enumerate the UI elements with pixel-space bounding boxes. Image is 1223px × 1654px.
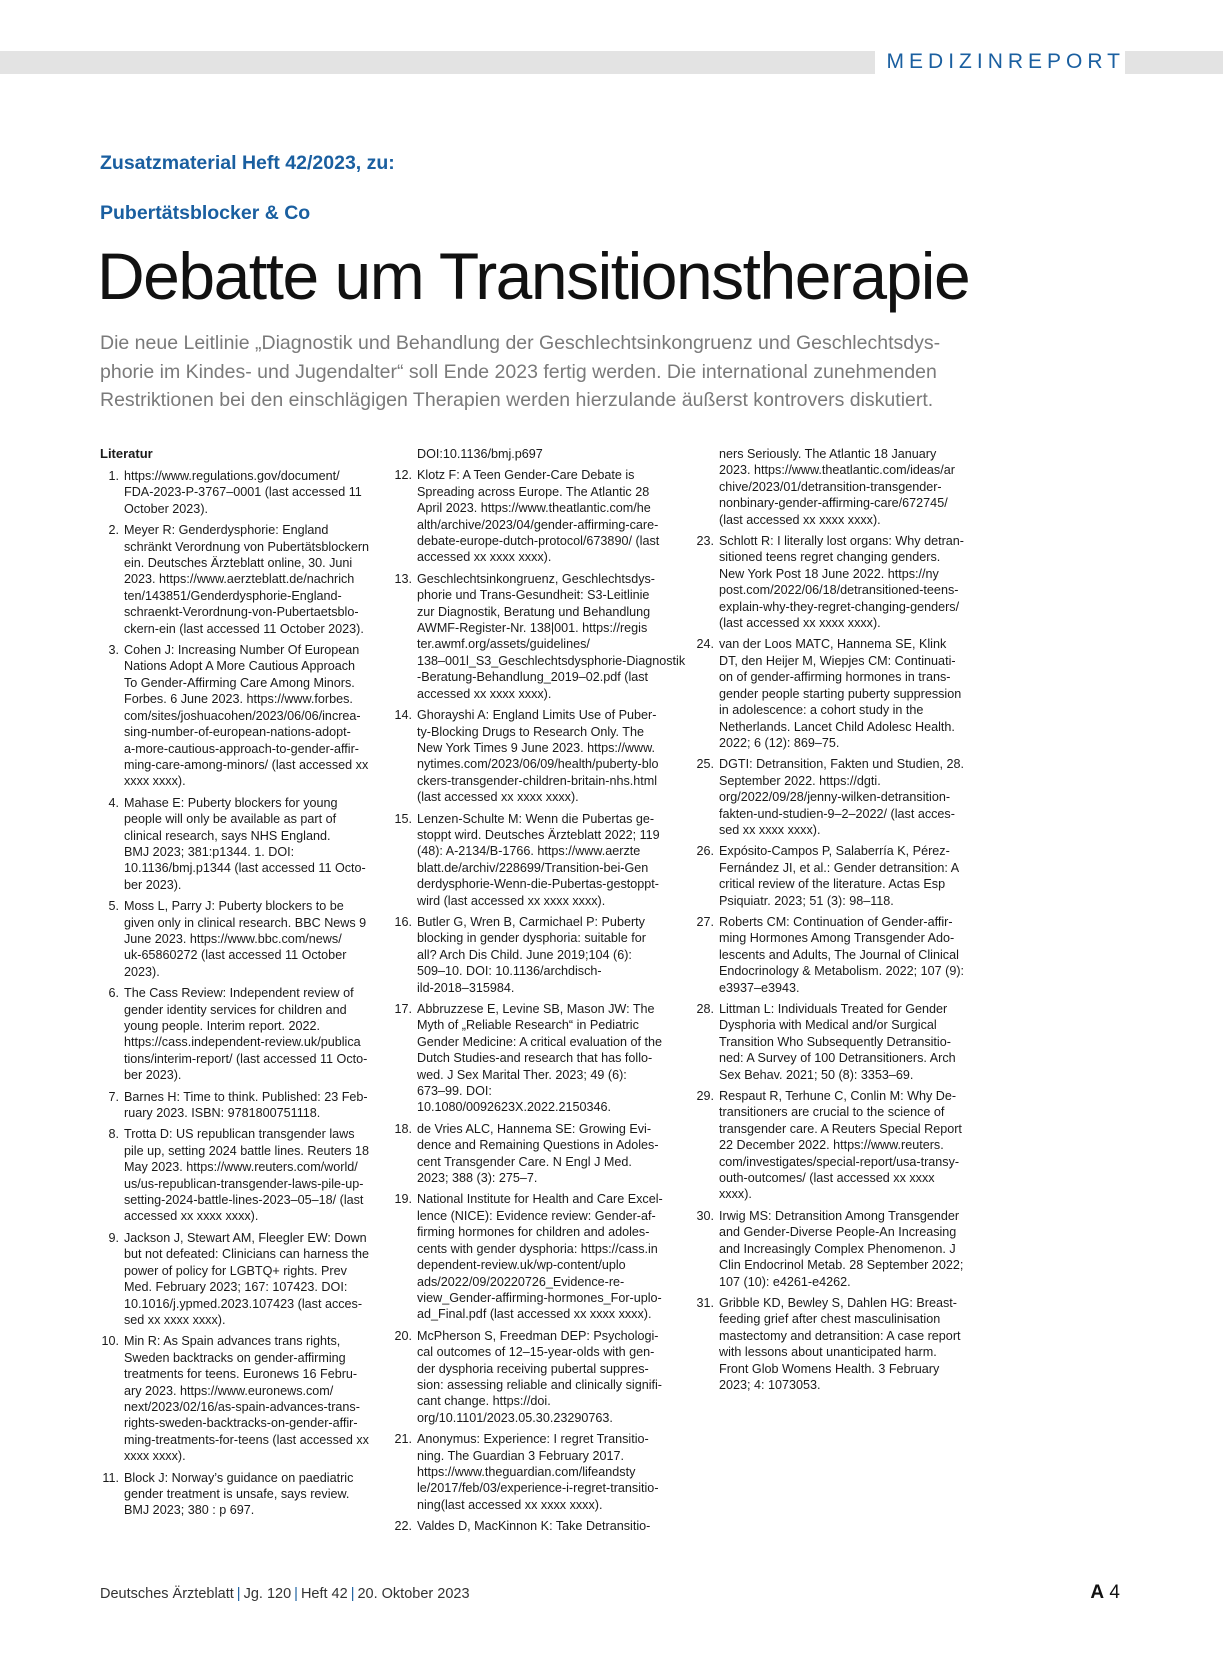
reference-number: 1. bbox=[108, 469, 119, 483]
reference-line: com/investigates/special-report/usa-transy- bbox=[719, 1154, 960, 1169]
reference-number: 25. bbox=[696, 757, 714, 772]
reference-number: 17. bbox=[394, 1002, 412, 1016]
reference-number: 16. bbox=[394, 914, 412, 929]
reference-line: 10.1016/j.ypmed.2023.107423 (last acces- bbox=[124, 1296, 363, 1311]
reference-line: September 2022. https://dgti. bbox=[719, 773, 881, 788]
reference-text bbox=[124, 468, 380, 517]
reference-line: To Gender-Affirming Care Among Minors. bbox=[124, 675, 355, 690]
reference-text bbox=[124, 1333, 380, 1464]
reference-text bbox=[719, 533, 985, 631]
reference-line: Front Glob Womens Health. 3 February bbox=[719, 1361, 940, 1376]
reference-item bbox=[695, 756, 985, 838]
reference-line: ty-Blocking Drugs to Research Only. The bbox=[417, 724, 645, 739]
reference-line: but not defeated: Clinicians can harness the bbox=[124, 1247, 370, 1262]
reference-line: ber 2023). bbox=[124, 1068, 182, 1083]
reference-line: le/2017/feb/03/experience-i-regret-transitio- bbox=[417, 1481, 659, 1496]
reference-item bbox=[100, 1333, 380, 1464]
reference-line: Butler G, Wren B, Carmichael P: Puberty bbox=[417, 914, 645, 929]
reference-line: 2023. https://www.theatlantic.com/ideas/ar bbox=[719, 463, 955, 478]
reference-text bbox=[719, 1088, 985, 1203]
reference-line: National Institute for Health and Care Excel- bbox=[417, 1192, 663, 1207]
reference-line: critical review of the literature. Actas Esp bbox=[719, 877, 946, 892]
reference-line: view_Gender-affirming-hormones_For-uplo- bbox=[417, 1290, 662, 1305]
reference-line: phorie und Trans-Gesundheit: S3-Leitlinie bbox=[417, 588, 650, 603]
reference-line: de Vries ALC, Hannema SE: Growing Evi- bbox=[417, 1121, 652, 1136]
footer-separator: | bbox=[294, 1586, 298, 1602]
reference-line: ners Seriously. The Atlantic 18 January bbox=[719, 447, 937, 461]
reference-line: xxxx). bbox=[719, 1187, 752, 1202]
reference-item bbox=[695, 636, 985, 751]
reference-item bbox=[695, 1001, 985, 1083]
reference-line: October 2023). bbox=[124, 501, 209, 516]
reference-text bbox=[417, 1001, 693, 1116]
reference-line: BMJ 2023; 380 : p 697. bbox=[124, 1503, 255, 1518]
reference-line: and Gender-Diverse People-An Increasing bbox=[719, 1225, 957, 1240]
reference-line: power of policy for LGBTQ+ rights. Prev bbox=[124, 1263, 347, 1278]
reference-line: Littman L: Individuals Treated for Gender bbox=[719, 1002, 948, 1016]
reference-line: der dysphoria receiving pubertal suppres- bbox=[417, 1361, 649, 1376]
reference-line: e3937–e3943. bbox=[719, 980, 800, 995]
reference-line: chive/2023/01/detransition-transgender- bbox=[719, 479, 942, 494]
reference-line: blatt.de/archiv/228699/Transition-bei-Gen bbox=[417, 860, 649, 875]
reference-number: 5. bbox=[108, 899, 119, 914]
reference-line: org/2022/09/28/jenny-wilken-detransition- bbox=[719, 790, 951, 805]
reference-line: explain-why-they-regret-changing-genders/ bbox=[719, 599, 960, 614]
reference-line: Dutch Studies-and research that has follo- bbox=[417, 1051, 653, 1066]
reference-item bbox=[100, 898, 380, 980]
reference-line: xxxx xxxx). bbox=[124, 774, 186, 789]
reference-text bbox=[124, 985, 380, 1083]
reference-text bbox=[417, 1121, 693, 1187]
reference-line: (last accessed xx xxxx xxxx). bbox=[719, 616, 881, 631]
reference-line: https://www.theguardian.com/lifeandsty bbox=[417, 1464, 636, 1479]
reference-line: gender treatment is unsafe, says review. bbox=[124, 1486, 350, 1501]
reference-line: dence and Remaining Questions in Adoles- bbox=[417, 1138, 659, 1153]
reference-line: Valdes D, MacKinnon K: Take Detransitio- bbox=[417, 1519, 651, 1534]
footer-date: 20. Oktober 2023 bbox=[357, 1586, 470, 1602]
reference-item bbox=[100, 795, 380, 893]
reference-line: ter.awmf.org/assets/guidelines/ bbox=[417, 637, 590, 652]
reference-line: Trotta D: US republican transgender laws bbox=[124, 1127, 355, 1142]
reference-item bbox=[100, 642, 380, 790]
reference-line: DT, den Heijer M, Wiepjes CM: Continuati- bbox=[719, 653, 956, 668]
reference-line: Moss L, Parry J: Puberty blockers to be bbox=[124, 899, 344, 914]
reference-text bbox=[417, 1191, 693, 1322]
reference-line: given only in clinical research. BBC News 9 bbox=[124, 915, 367, 930]
reference-item bbox=[393, 571, 693, 702]
reference-line: June 2023. https://www.bbc.com/news/ bbox=[124, 931, 342, 946]
reference-line: pile up, setting 2024 battle lines. Reuters 18 bbox=[124, 1143, 370, 1158]
reference-number: 30. bbox=[696, 1208, 714, 1223]
reference-line: 2023. https://www.aerzteblatt.de/nachrich bbox=[124, 572, 355, 587]
reference-item bbox=[100, 1470, 380, 1519]
reference-item bbox=[100, 1230, 380, 1328]
reference-line: firming hormones for children and adoles- bbox=[417, 1225, 650, 1240]
reference-line: sitioned teens regret changing genders. bbox=[719, 550, 941, 565]
reference-line: us/us-republican-transgender-laws-pile-up- bbox=[124, 1176, 364, 1191]
reference-item bbox=[100, 985, 380, 1083]
reference-line: Block J: Norway’s guidance on paediatric bbox=[124, 1470, 354, 1485]
reference-text bbox=[417, 1518, 693, 1534]
reference-text bbox=[124, 1126, 380, 1224]
reference-text bbox=[124, 795, 380, 893]
article-lead bbox=[100, 329, 1110, 415]
reference-line: sed xx xxxx xxxx). bbox=[124, 1312, 226, 1327]
reference-number: 19. bbox=[394, 1192, 412, 1207]
reference-text bbox=[417, 467, 693, 565]
reference-line: on of gender-affirming hormones in trans- bbox=[719, 670, 951, 685]
references-column-2 bbox=[393, 446, 693, 1540]
reference-line: wird (last accessed xx xxxx xxxx). bbox=[417, 893, 606, 908]
reference-text bbox=[417, 914, 693, 996]
reference-line: Barnes H: Time to think. Published: 23 Feb- bbox=[124, 1089, 368, 1104]
reference-line: Fernández JI, et al.: Gender detransition: A bbox=[719, 860, 960, 875]
reference-line: Expósito-Campos P, Salaberría K, Pérez- bbox=[719, 844, 950, 859]
reference-text bbox=[124, 898, 380, 980]
reference-line: 509–10. DOI: 10.1136/archdisch- bbox=[417, 964, 602, 979]
reference-item bbox=[393, 1191, 693, 1322]
page-prefix: A bbox=[1090, 1582, 1105, 1603]
reference-line: -Beratung-Behandlung_2019–02.pdf (last bbox=[417, 670, 649, 685]
reference-line: Gribble KD, Bewley S, Dahlen HG: Breast- bbox=[719, 1295, 957, 1310]
reference-line: org/10.1101/2023.05.30.23290763. bbox=[417, 1410, 613, 1425]
reference-line: ad_Final.pdf (last accessed xx xxxx xxxx). bbox=[417, 1307, 652, 1322]
reference-line: ein. Deutsches Ärzteblatt online, 30. Juni bbox=[124, 556, 353, 571]
reference-line: Sweden backtracks on gender-affirming bbox=[124, 1350, 346, 1365]
reference-item bbox=[393, 707, 693, 805]
reference-line: Psiquiatr. 2023; 51 (3): 98–118. bbox=[719, 893, 894, 908]
reference-number: 28. bbox=[696, 1002, 714, 1016]
footer-separator: | bbox=[350, 1586, 355, 1602]
reference-continuation bbox=[393, 446, 693, 462]
reference-item bbox=[393, 1518, 693, 1534]
reference-line: ild-2018–315984. bbox=[417, 980, 515, 995]
reference-line: rights-sweden-backtracks-on-gender-affir- bbox=[124, 1416, 358, 1431]
reference-number: 13. bbox=[394, 571, 412, 586]
reference-line: Min R: As Spain advances trans rights, bbox=[124, 1334, 341, 1349]
reference-item bbox=[695, 1295, 985, 1393]
reference-text bbox=[417, 571, 693, 702]
reference-number: 11. bbox=[102, 1470, 119, 1485]
reference-number: 7. bbox=[108, 1089, 119, 1104]
reference-line: The Cass Review: Independent review of bbox=[124, 986, 354, 1001]
reference-line: 22 December 2022. https://www.reuters. bbox=[719, 1138, 944, 1153]
reference-line: ads/2022/09/20220726_Evidence-re- bbox=[417, 1274, 625, 1289]
reference-line: 2022; 6 (12): 869–75. bbox=[719, 735, 840, 750]
reference-line: ming-treatments-for-teens (last accessed xx bbox=[124, 1432, 369, 1447]
reference-line: accessed xx xxxx xxxx). bbox=[417, 550, 552, 565]
reference-line: alth/archive/2023/04/gender-affirming-care- bbox=[417, 517, 659, 532]
reference-item bbox=[100, 1126, 380, 1224]
reference-item bbox=[393, 467, 693, 565]
reference-line: Respaut R, Terhune C, Conlin M: Why De- bbox=[719, 1089, 957, 1104]
reference-item bbox=[695, 533, 985, 631]
literature-heading: Literatur bbox=[100, 446, 153, 461]
reference-item bbox=[100, 1089, 380, 1122]
reference-line: feeding grief after chest masculinisation bbox=[719, 1312, 941, 1327]
reference-line: Jackson J, Stewart AM, Fleegler EW: Down bbox=[124, 1230, 367, 1245]
reference-line: April 2023. https://www.theatlantic.com/he bbox=[417, 501, 651, 516]
reference-line: mastectomy and detransition: A case report bbox=[719, 1328, 961, 1343]
reference-line: com/sites/joshuacohen/2023/06/06/increa- bbox=[124, 708, 361, 723]
reference-line: derdysphorie-Wenn-die-Pubertas-gestoppt- bbox=[417, 877, 659, 892]
reference-item bbox=[393, 1001, 693, 1116]
reference-text bbox=[124, 522, 380, 637]
reference-number: 15. bbox=[394, 811, 412, 826]
reference-line: with lessons about unanticipated harm. bbox=[719, 1345, 937, 1360]
reference-line: 2023). bbox=[124, 964, 160, 979]
reference-line: (last accessed xx xxxx xxxx). bbox=[417, 790, 579, 805]
reference-number: 18. bbox=[394, 1121, 412, 1136]
reference-line: outh-outcomes/ (last accessed xx xxxx bbox=[719, 1171, 935, 1186]
reference-line: 10.1136/bmj.p1344 (last accessed 11 Octo- bbox=[124, 861, 366, 876]
reference-line: Dysphoria with Medical and/or Surgical bbox=[719, 1018, 937, 1033]
reference-number: 6. bbox=[108, 986, 119, 1001]
reference-text bbox=[124, 642, 380, 790]
reference-line: gender identity services for children and bbox=[124, 1002, 347, 1017]
reference-line: clinical research, says NHS England. bbox=[124, 828, 331, 843]
reference-text bbox=[417, 707, 693, 805]
reference-number: 29. bbox=[696, 1089, 714, 1104]
reference-line: FDA-2023-P-3767–0001 (last accessed 11 bbox=[124, 485, 362, 500]
reference-line: McPherson S, Freedman DEP: Psychologi- bbox=[417, 1328, 659, 1343]
reference-line: ming-care-among-minors/ (last accessed xx bbox=[124, 757, 369, 772]
reference-line: ming Hormones Among Transgender Ado- bbox=[719, 931, 955, 946]
reference-line: debate-europe-dutch-protocol/673890/ (last bbox=[417, 534, 660, 549]
reference-line: DGTI: Detransition, Fakten und Studien, 28. bbox=[719, 757, 965, 772]
reference-text bbox=[124, 1089, 380, 1122]
reference-line: uk-65860272 (last accessed 11 October bbox=[124, 948, 347, 963]
reference-line: 107 (10): e4261-e4262. bbox=[719, 1274, 851, 1289]
page-number bbox=[1090, 1582, 1120, 1604]
reference-line: cant change. https://doi. bbox=[417, 1394, 551, 1409]
reference-text bbox=[417, 1328, 693, 1426]
references-column-3 bbox=[695, 446, 985, 1398]
reference-line: Netherlands. Lancet Child Adolesc Health. bbox=[719, 719, 955, 734]
reference-number: 14. bbox=[394, 708, 412, 723]
section-label: MEDIZINREPORT bbox=[875, 49, 1125, 75]
reference-text bbox=[719, 756, 985, 838]
reference-line: ary 2023. https://www.euronews.com/ bbox=[124, 1383, 334, 1398]
supplement-kicker: Zusatzmaterial Heft 42/2023, zu: bbox=[100, 152, 395, 174]
reference-line: nonbinary-gender-affirming-care/672745/ bbox=[719, 496, 948, 511]
reference-item bbox=[695, 1208, 985, 1290]
reference-item bbox=[695, 1088, 985, 1203]
reference-line: post.com/2022/06/18/detransitioned-teens- bbox=[719, 583, 959, 598]
reference-item bbox=[393, 1328, 693, 1426]
reference-line: in adolescence: a cohort study in the bbox=[719, 703, 924, 718]
reference-number: 3. bbox=[108, 643, 119, 658]
topic-kicker: Pubertätsblocker & Co bbox=[100, 202, 311, 224]
reference-number: 24. bbox=[696, 637, 714, 652]
reference-line: ning(last accessed xx xxxx xxxx). bbox=[417, 1497, 603, 1512]
reference-line: tions/interim-report/ (last accessed 11 Octo- bbox=[124, 1051, 368, 1066]
article-title: Debatte um Transitionstherapie bbox=[97, 239, 970, 313]
reference-line: Clin Endocrinol Metab. 28 September 2022; bbox=[719, 1258, 964, 1273]
reference-number: 27. bbox=[696, 914, 714, 929]
reference-line: cal outcomes of 12–15-year-olds with gen- bbox=[417, 1345, 655, 1360]
reference-line: gender people starting puberty suppression bbox=[719, 686, 962, 701]
reference-line: transitioners are crucial to the science of bbox=[719, 1105, 945, 1120]
reference-line: ning. The Guardian 3 February 2017. bbox=[417, 1448, 624, 1463]
reference-text bbox=[124, 1230, 380, 1328]
reference-line: Myth of „Reliable Research“ in Pediatric bbox=[417, 1018, 639, 1033]
footer-separator: | bbox=[236, 1586, 241, 1602]
reference-text bbox=[719, 636, 985, 751]
reference-line: sing-number-of-european-nations-adopt- bbox=[124, 725, 351, 740]
reference-line: 138–001l_S3_Geschlechtsdysphorie-Diagnostik bbox=[417, 653, 686, 668]
reference-line: ckern-ein (last accessed 11 October 2023). bbox=[124, 621, 364, 636]
reference-item bbox=[695, 843, 985, 909]
reference-line: wed. J Sex Marital Ther. 2023; 49 (6): bbox=[417, 1067, 627, 1082]
reference-line: Spreading across Europe. The Atlantic 28 bbox=[417, 484, 650, 499]
references-column-1 bbox=[100, 446, 380, 1524]
reference-line: fakten-und-studien-9–2–2022/ (last acces- bbox=[719, 806, 955, 821]
reference-number: 12. bbox=[394, 468, 412, 483]
reference-line: Mahase E: Puberty blockers for young bbox=[124, 795, 338, 810]
reference-line: people will only be available as part of bbox=[124, 812, 337, 827]
footer-citation bbox=[100, 1586, 470, 1602]
reference-line: van der Loos MATC, Hannema SE, Klink bbox=[719, 637, 947, 652]
reference-line: Ghorayshi A: England Limits Use of Puber- bbox=[417, 708, 657, 723]
reference-line: Nations Adopt A More Cautious Approach bbox=[124, 659, 356, 674]
footer-issue: Heft 42 bbox=[300, 1586, 348, 1602]
reference-line: New York Post 18 June 2022. https://ny bbox=[719, 566, 939, 581]
reference-number: 26. bbox=[696, 844, 714, 859]
reference-line: https://cass.independent-review.uk/publica bbox=[124, 1035, 361, 1050]
lead-line: phorie im Kindes- und Jugendalter“ soll Ende 2023 fertig werden. Die international zunehmenden bbox=[100, 360, 937, 383]
reference-line: lescents and Adults, The Journal of Clinical bbox=[719, 947, 959, 962]
lead-line: Die neue Leitlinie „Diagnostik und Behandlung der Geschlechtsinkongruenz und Geschlechtsdys- bbox=[100, 332, 941, 354]
reference-line: accessed xx xxxx xxxx). bbox=[124, 1209, 259, 1224]
reference-line: cents with gender dysphoria: https://cass.in bbox=[417, 1241, 658, 1256]
reference-line: lence (NICE): Evidence review: Gender-af- bbox=[417, 1208, 656, 1223]
reference-line: treatments for teens. Euronews 16 Febru- bbox=[124, 1367, 358, 1382]
reference-line: (last accessed xx xxxx xxxx). bbox=[719, 512, 881, 527]
reference-line: schraenkt-Verordnung-von-Pubertaetsblo- bbox=[124, 605, 359, 620]
reference-item bbox=[393, 1431, 693, 1513]
reference-number: 4. bbox=[108, 795, 119, 810]
reference-number: 2. bbox=[108, 523, 119, 538]
reference-text bbox=[124, 1470, 380, 1519]
reference-line: blocking in gender dysphoria: suitable for bbox=[417, 931, 646, 946]
reference-line: Geschlechtsinkongruenz, Geschlechtsdys- bbox=[417, 571, 655, 586]
reference-line: 2023; 388 (3): 275–7. bbox=[417, 1171, 538, 1186]
reference-line: ckers-transgender-children-britain-nhs.html bbox=[417, 773, 658, 788]
reference-line: accessed xx xxxx xxxx). bbox=[417, 686, 552, 701]
lead-line: Restriktionen bei den einschlägigen Therapien werden hierzulande äußerst kontrovers diskutiert. bbox=[100, 389, 934, 411]
reference-text bbox=[719, 843, 985, 909]
reference-line: next/2023/02/16/as-spain-advances-trans- bbox=[124, 1399, 360, 1414]
reference-line: and Increasingly Complex Phenomenon. J bbox=[719, 1241, 956, 1256]
reference-number: 23. bbox=[696, 534, 714, 549]
reference-line: https://www.regulations.gov/document/ bbox=[124, 469, 340, 483]
reference-line: 673–99. DOI: bbox=[417, 1084, 492, 1099]
reference-line: dependent-review.uk/wp-content/uplo bbox=[417, 1258, 626, 1273]
reference-item bbox=[393, 914, 693, 996]
reference-line: Abbruzzese E, Levine SB, Mason JW: The bbox=[417, 1002, 655, 1016]
reference-number: 9. bbox=[108, 1230, 119, 1245]
reference-text bbox=[719, 1208, 985, 1290]
reference-number: 8. bbox=[108, 1127, 119, 1142]
reference-line: sed xx xxxx xxxx). bbox=[719, 822, 821, 837]
reference-item bbox=[100, 522, 380, 637]
reference-item bbox=[393, 811, 693, 909]
reference-line: Gender Medicine: A critical evaluation of the bbox=[417, 1034, 663, 1049]
reference-item bbox=[393, 1121, 693, 1187]
reference-number: 21. bbox=[394, 1432, 412, 1447]
reference-line: zur Diagnostik, Beratung und Behandlung bbox=[417, 604, 651, 619]
reference-line: young people. Interim report. 2022. bbox=[124, 1019, 321, 1033]
reference-text bbox=[719, 1001, 985, 1083]
reference-line: Lenzen-Schulte M: Wenn die Pubertas ge- bbox=[417, 811, 655, 826]
footer-journal: Deutsches Ärzteblatt bbox=[100, 1586, 234, 1602]
reference-line: AWMF-Register-Nr. 138|001. https://regis bbox=[417, 621, 648, 636]
reference-line: schränkt Verordnung von Pubertätsblockern bbox=[124, 539, 370, 554]
reference-line: 2023; 4: 1073053. bbox=[719, 1377, 821, 1392]
reference-item bbox=[100, 468, 380, 517]
reference-line: ruary 2023. ISBN: 9781800751118. bbox=[124, 1106, 321, 1121]
reference-line: May 2023. https://www.reuters.com/world/ bbox=[124, 1160, 358, 1175]
reference-line: a-more-cautious-approach-to-gender-affir- bbox=[124, 741, 359, 756]
reference-line: ned: A Survey of 100 Detransitioners. Arch bbox=[719, 1051, 956, 1066]
page-number-value: 4 bbox=[1109, 1582, 1120, 1603]
reference-line: Transition Who Subsequently Detransitio- bbox=[719, 1034, 951, 1049]
reference-number: 10. bbox=[101, 1334, 119, 1349]
reference-line: BMJ 2023; 381:p1344. 1. DOI: bbox=[124, 844, 295, 859]
reference-line: Klotz F: A Teen Gender-Care Debate is bbox=[417, 468, 635, 483]
reference-continuation bbox=[695, 446, 985, 528]
reference-line: stoppt wird. Deutsches Ärzteblatt 2022; 119 bbox=[417, 827, 660, 842]
reference-line: Sex Behav. 2021; 50 (8): 3353–69. bbox=[719, 1067, 914, 1082]
reference-line: all? Arch Dis Child. June 2019;104 (6): bbox=[417, 947, 632, 962]
reference-line: 10.1080/0092623X.2022.2150346. bbox=[417, 1100, 611, 1115]
reference-line: Roberts CM: Continuation of Gender-affir- bbox=[719, 914, 953, 929]
reference-line: Med. February 2023; 167: 107423. DOI: bbox=[124, 1280, 348, 1295]
reference-number: 22. bbox=[394, 1519, 412, 1534]
reference-line: (48): A-2134/B-1766. https://www.aerzte bbox=[417, 844, 641, 859]
reference-line: nytimes.com/2023/06/09/health/puberty-blo bbox=[417, 757, 659, 772]
reference-line: xxxx xxxx). bbox=[124, 1449, 186, 1464]
reference-text bbox=[417, 811, 693, 909]
reference-text bbox=[719, 1295, 985, 1393]
reference-line: ten/143851/Genderdysphorie-England- bbox=[124, 588, 342, 603]
reference-line: sion: assessing reliable and clinically signifi- bbox=[417, 1377, 662, 1392]
reference-line: setting-2024-battle-lines-2023–05–18/ (last bbox=[124, 1193, 364, 1208]
reference-line: Cohen J: Increasing Number Of European bbox=[124, 643, 360, 658]
reference-line: cent Transgender Care. N Engl J Med. bbox=[417, 1154, 632, 1169]
reference-text bbox=[417, 1431, 693, 1513]
reference-line: Meyer R: Genderdysphorie: England bbox=[124, 523, 329, 538]
reference-line: Forbes. 6 June 2023. https://www.forbes. bbox=[124, 692, 353, 707]
reference-line: DOI:10.1136/bmj.p697 bbox=[417, 447, 543, 461]
reference-line: transgender care. A Reuters Special Report bbox=[719, 1121, 962, 1136]
reference-number: 31. bbox=[696, 1295, 714, 1310]
reference-text bbox=[719, 914, 985, 996]
reference-item bbox=[695, 914, 985, 996]
reference-line: Endocrinology & Metabolism. 2022; 107 (9): bbox=[719, 964, 965, 979]
footer-volume: Jg. 120 bbox=[243, 1586, 292, 1602]
reference-line: Anonymus: Experience: I regret Transitio- bbox=[417, 1432, 649, 1447]
reference-line: ber 2023). bbox=[124, 877, 182, 892]
reference-line: New York Times 9 June 2023. https://www. bbox=[417, 740, 656, 755]
reference-number: 20. bbox=[394, 1328, 412, 1343]
reference-line: Irwig MS: Detransition Among Transgender bbox=[719, 1208, 960, 1223]
reference-line: Schlott R: I literally lost organs: Why detran- bbox=[719, 534, 964, 549]
